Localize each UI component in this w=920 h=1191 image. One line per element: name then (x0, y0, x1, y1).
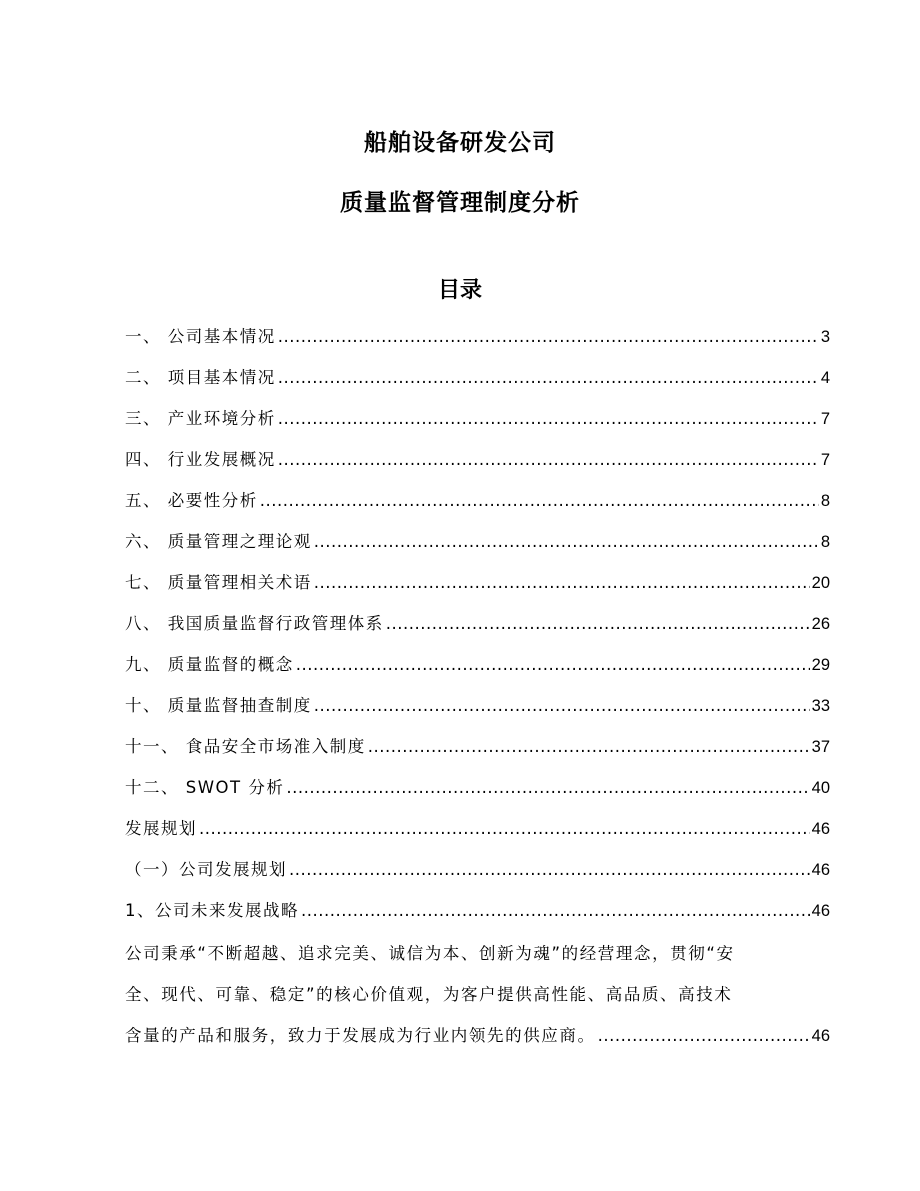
toc-leader-dots (286, 773, 809, 803)
toc-leader-dots (199, 814, 810, 844)
toc-entry-page: 37 (811, 738, 830, 756)
toc-entry-page: 4 (820, 369, 830, 387)
toc-entry-page: 46 (811, 820, 830, 838)
toc-entry-page: 20 (811, 574, 830, 592)
table-of-contents (125, 322, 830, 937)
toc-heading: 目录 (437, 278, 482, 303)
toc-entry-page: 8 (820, 492, 830, 510)
toc-entry-page: 40 (811, 779, 830, 797)
toc-entry-page: 33 (811, 697, 830, 715)
toc-entry-label: 八、 我国质量监督行政管理体系 (125, 614, 384, 633)
toc-entry[interactable] (125, 322, 830, 363)
toc-entry[interactable] (125, 814, 830, 855)
toc-leader-dots (386, 609, 810, 639)
toc-entry[interactable] (125, 404, 830, 445)
paragraph-line: 公司秉承“不断超越、追求完美、诚信为本、创新为魂”的经营理念，贯彻“安 (125, 944, 735, 963)
toc-paragraph-entry[interactable] (125, 933, 830, 1056)
toc-leader-dots (278, 445, 819, 475)
toc-leader-dots (260, 486, 819, 516)
paragraph-last-line (125, 1015, 830, 1056)
toc-entry-label: 六、 质量管理之理论观 (125, 532, 312, 551)
toc-entry-page: 46 (811, 861, 830, 879)
toc-entry-page: 8 (820, 533, 830, 551)
toc-entry-label: 三、 产业环境分析 (125, 409, 276, 428)
toc-leader-dots (278, 404, 819, 434)
toc-entry-page: 46 (811, 1027, 830, 1045)
toc-entry[interactable] (125, 773, 830, 814)
toc-entry-label: 二、 项目基本情况 (125, 368, 276, 387)
toc-entry-label: 十二、 SWOT 分析 (125, 778, 285, 797)
toc-leader-dots (314, 568, 810, 598)
document-title-line2: 质量监督管理制度分析 (340, 190, 580, 216)
toc-entry-page: 46 (811, 902, 830, 920)
toc-entry[interactable] (125, 650, 830, 691)
toc-leader-dots (301, 896, 810, 926)
toc-entry[interactable] (125, 855, 830, 896)
toc-entry[interactable] (125, 568, 830, 609)
toc-entry-page: 7 (820, 410, 830, 428)
toc-entry-label: 九、 质量监督的概念 (125, 655, 294, 674)
toc-leader-dots (368, 732, 810, 762)
toc-entry-page: 7 (820, 451, 830, 469)
toc-entry-label: 十一、 食品安全市场准入制度 (125, 737, 366, 756)
toc-entry-page: 26 (811, 615, 830, 633)
paragraph-line: 含量的产品和服务，致力于发展成为行业内领先的供应商。 (125, 1026, 596, 1045)
paragraph-line: 全、现代、可靠、稳定”的核心价值观，为客户提供高性能、高品质、高技术 (125, 985, 733, 1004)
toc-entry[interactable] (125, 363, 830, 404)
toc-entry-label: 七、 质量管理相关术语 (125, 573, 312, 592)
toc-leader-dots (278, 322, 819, 352)
toc-entry[interactable] (125, 691, 830, 732)
toc-leader-dots (289, 855, 810, 885)
toc-entry[interactable] (125, 445, 830, 486)
toc-entry-label: （一）公司发展规划 (125, 860, 287, 879)
toc-leader-dots (598, 1015, 810, 1056)
toc-entry-label: 十、 质量监督抽查制度 (125, 696, 312, 715)
toc-entry-page: 3 (820, 328, 830, 346)
toc-entry-label: 五、 必要性分析 (125, 491, 258, 510)
toc-entry-page: 29 (811, 656, 830, 674)
toc-entry-label: 发展规划 (125, 819, 197, 838)
toc-entry[interactable] (125, 609, 830, 650)
toc-leader-dots (296, 650, 810, 680)
toc-entry[interactable] (125, 896, 830, 937)
toc-entry[interactable] (125, 527, 830, 568)
toc-leader-dots (314, 691, 810, 721)
toc-entry-label: 1、公司未来发展战略 (125, 901, 299, 920)
toc-leader-dots (278, 363, 819, 393)
toc-entry[interactable] (125, 732, 830, 773)
toc-entry-label: 四、 行业发展概况 (125, 450, 276, 469)
toc-entry-label: 一、 公司基本情况 (125, 327, 276, 346)
toc-leader-dots (314, 527, 819, 557)
document-title-line1: 船舶设备研发公司 (364, 130, 556, 156)
toc-entry[interactable] (125, 486, 830, 527)
